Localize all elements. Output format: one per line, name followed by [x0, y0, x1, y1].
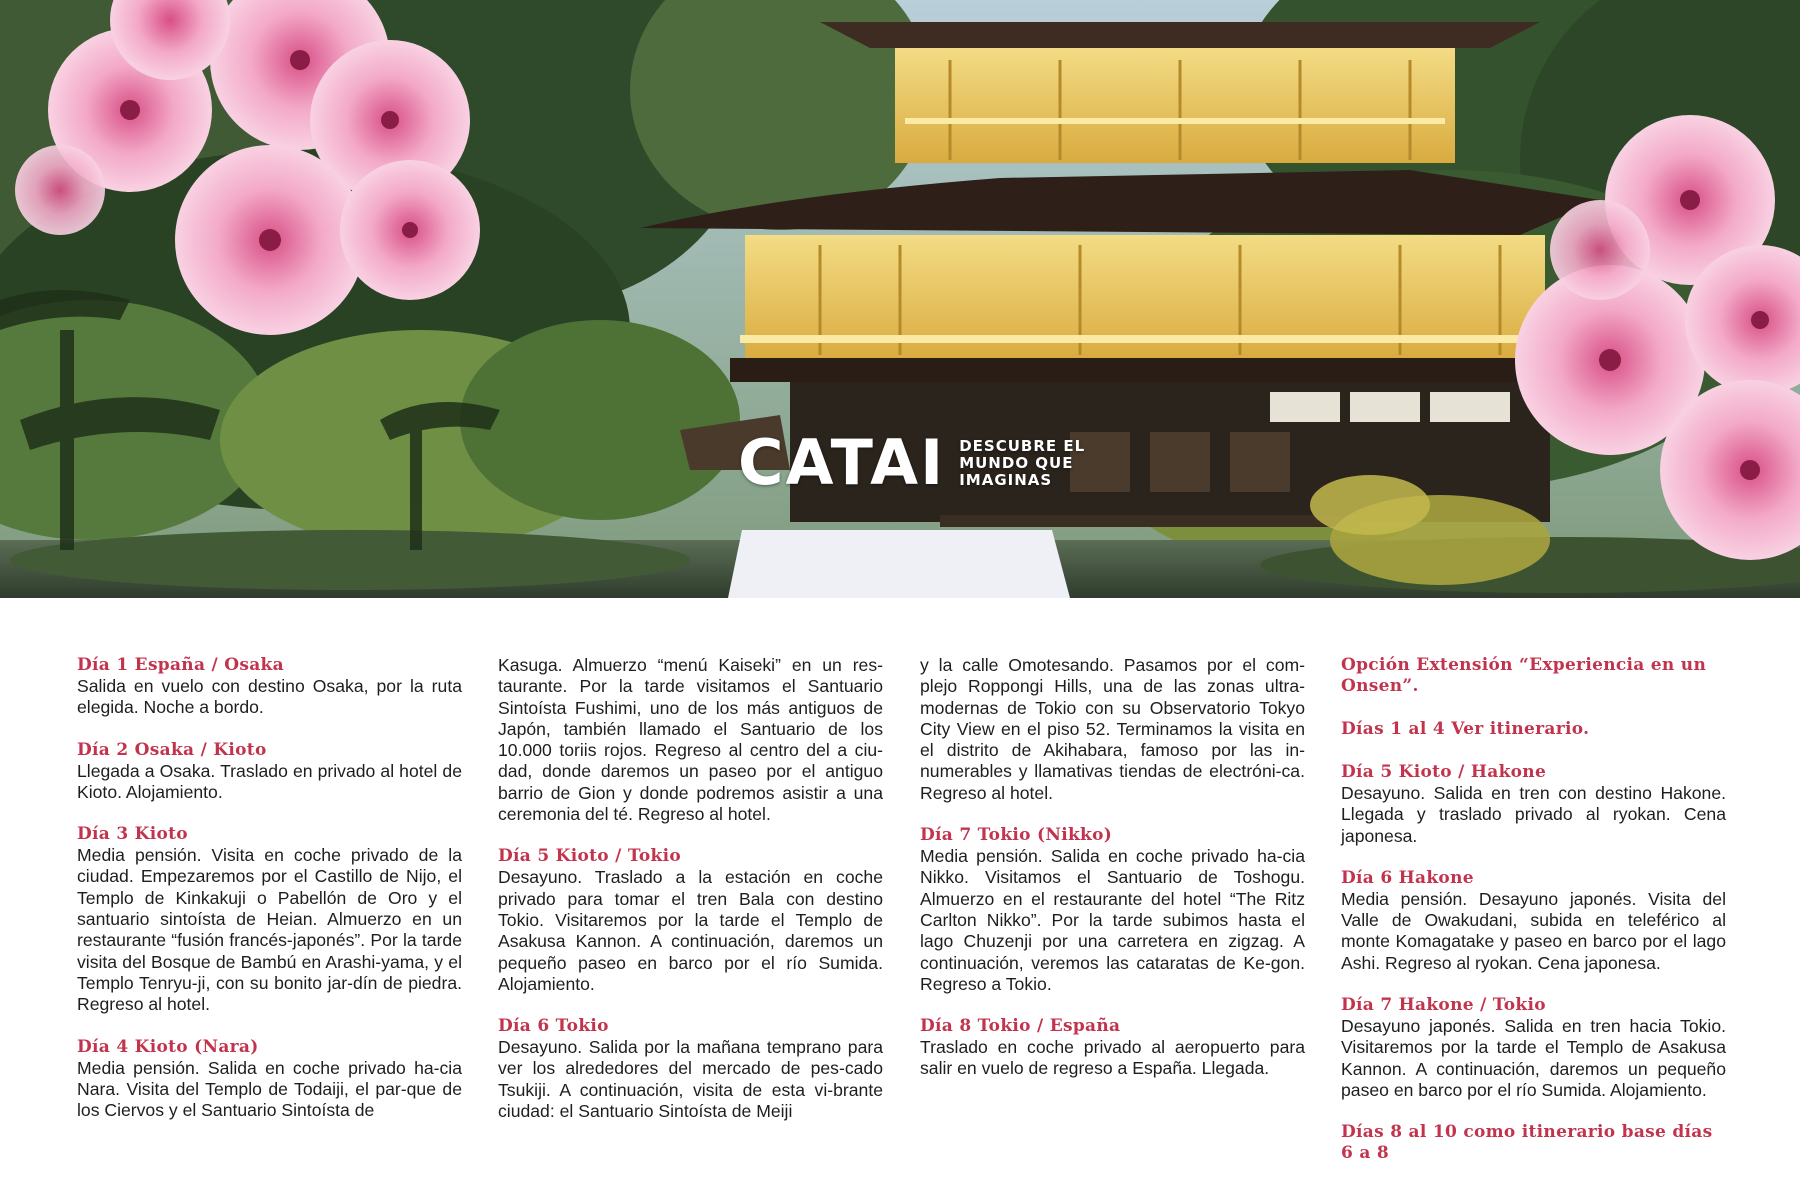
tagline-line: IMAGINAS — [959, 470, 1053, 489]
golden-pavilion-illustration — [0, 0, 1800, 598]
extension-footer — [1341, 1122, 1726, 1164]
extension-subtitle: Días 1 al 4 Ver itinerario. — [1341, 719, 1590, 739]
brand-logo — [738, 426, 1086, 499]
day-entry — [920, 1016, 1305, 1080]
day-entry — [498, 1016, 883, 1122]
day-entry — [920, 825, 1305, 995]
day-description: Desayuno. Salida en tren con destino Hakone. Llegada y traslado privado al ryokan. Cena japonesa. — [1341, 783, 1726, 846]
day-entry — [77, 740, 462, 804]
day-entry — [77, 1037, 462, 1122]
day-title: Día 7 Hakone / Tokio — [1341, 995, 1546, 1016]
extension-footer-text: Días 8 al 10 como itinerario base días 6 a 8 — [1341, 1122, 1713, 1164]
tagline-line: DESCUBRE EL — [959, 436, 1086, 455]
day-description: Desayuno. Salida por la mañana temprano para ver los alrededores del mercado de pes-cado Tsukiji. A continuación, visita de esta vi-brante ciudad: el Santuario Sintoísta de Meiji — [498, 1037, 883, 1122]
day-entry — [77, 824, 462, 1015]
day-title: Día 1 España / Osaka — [77, 655, 284, 675]
day-description: Traslado en coche privado al aeropuerto para salir en vuelo de regreso a España. Llegada. — [920, 1037, 1305, 1079]
day-title: Día 5 Kioto / Hakone — [1341, 762, 1547, 782]
day-description: Media pensión. Visita en coche privado de la ciudad. Empezaremos por el Castillo de Nijo, el Templo de Kinkakuji o Pabellón de Oro y el santuario sintoísta de Heian. Almuerzo en un restaurante “fusión francés-japonés”. Por la tarde visita del Bosque de Bambú en Arashi-yama, y el Templo Tenryu-ji, con su bonito jar-dín de piedra. Regreso al hotel. — [77, 845, 462, 1015]
day-title: Día 6 Hakone — [1341, 867, 1474, 888]
day-description: Llegada a Osaka. Traslado en privado al hotel de Kioto. Alojamiento. — [77, 760, 462, 802]
day-description: Media pensión. Salida en coche privado ha-cia Nara. Visita del Templo de Todaiji, el par-que de los Ciervos y el Santuario Sintoísta de — [77, 1057, 462, 1121]
day-title: Día 5 Kioto / Tokio — [498, 846, 682, 867]
brand-name: CATAI — [738, 426, 946, 499]
logo-tab — [728, 530, 1070, 598]
day-description: Desayuno japonés. Salida en tren hacia Tokio. Visitaremos por la tarde el Templo de Asakusa Kannon. A continuación, daremos un pequeño paseo en barco por el río Sumida. Alojamiento. — [1341, 1016, 1726, 1100]
day-title: Día 4 Kioto (Nara) — [77, 1036, 259, 1057]
extension-subheading — [1341, 719, 1726, 740]
itinerary-column-3 — [920, 655, 1305, 1101]
day-entry — [1341, 868, 1726, 974]
itinerary-column-4 — [1341, 655, 1726, 1186]
itinerary-column-1 — [77, 655, 462, 1142]
hero-image — [0, 0, 1800, 598]
day-description: Salida en vuelo con destino Osaka, por la ruta elegida. Noche a bordo. — [77, 676, 462, 718]
brand-tagline — [959, 438, 1085, 489]
day-entry — [498, 846, 883, 995]
day-title: Día 7 Tokio (Nikko) — [920, 825, 1113, 846]
day-description: Media pensión. Desayuno japonés. Visita del Valle de Owakudani, subida en teleférico al monte Komagatake y paseo en barco por el lago Ashi. Regreso al ryokan. Cena japonesa. — [1341, 888, 1726, 973]
day-entry — [1341, 995, 1726, 1101]
day-description: Desayuno. Traslado a la estación en coche privado para tomar el tren Bala con destino Tokio. Visitaremos por la tarde el Templo de Asakusa Kannon. A continuación, daremos un pequeño paseo en barco por el río Sumida. Alojamiento. — [498, 867, 883, 994]
day-entry — [1341, 762, 1726, 847]
itinerary-column-2 — [498, 655, 883, 1143]
continued-description: y la calle Omotesando. Pasamos por el com-plejo Roppongi Hills, una de las zonas ultra-modernas de Tokio con su Observatorio Tokyo City View en el piso 52. Terminamos la visita en el distrito de Akihabara, famoso por las in-numerables y llamativas tiendas de electróni-ca. Regreso al hotel. — [920, 655, 1305, 803]
extension-title: Opción Extensión “Experiencia en un Onsen”. — [1341, 655, 1707, 696]
day-title: Día 3 Kioto — [77, 824, 188, 845]
tagline-line: MUNDO QUE — [959, 453, 1074, 472]
continued-text — [920, 655, 1305, 804]
day-description: Media pensión. Salida en coche privado ha-cia Nikko. Visitamos el Santuario de Toshogu. Almuerzo en el restaurante del hotel “The Ritz Carlton Nikko”. Por la tarde subimos hasta el lago Chuzenji por una carretera en zigzag. A continuación, veremos las cataratas de Ke-gon. Regreso a Tokio. — [920, 846, 1305, 994]
day-entry — [77, 655, 462, 719]
continued-description: Kasuga. Almuerzo “menú Kaiseki” en un res-taurante. Por la tarde visitamos el Santuario Sintoísta Fushimi, uno de los más antiguos de Japón, también llamado el Santuario de los 10.000 toriis rojos. Regreso al centro del a ciu-dad, donde daremos un paseo por el antiguo barrio de Gion y donde podremos asistir a una ceremonia del té. Regreso al hotel. — [498, 655, 883, 825]
day-title: Día 8 Tokio / España — [920, 1016, 1121, 1037]
day-title: Día 6 Tokio — [498, 1016, 609, 1037]
itinerary-columns — [0, 655, 1800, 1175]
day-title: Día 2 Osaka / Kioto — [77, 739, 267, 760]
extension-heading — [1341, 655, 1726, 697]
continued-text — [498, 655, 883, 825]
